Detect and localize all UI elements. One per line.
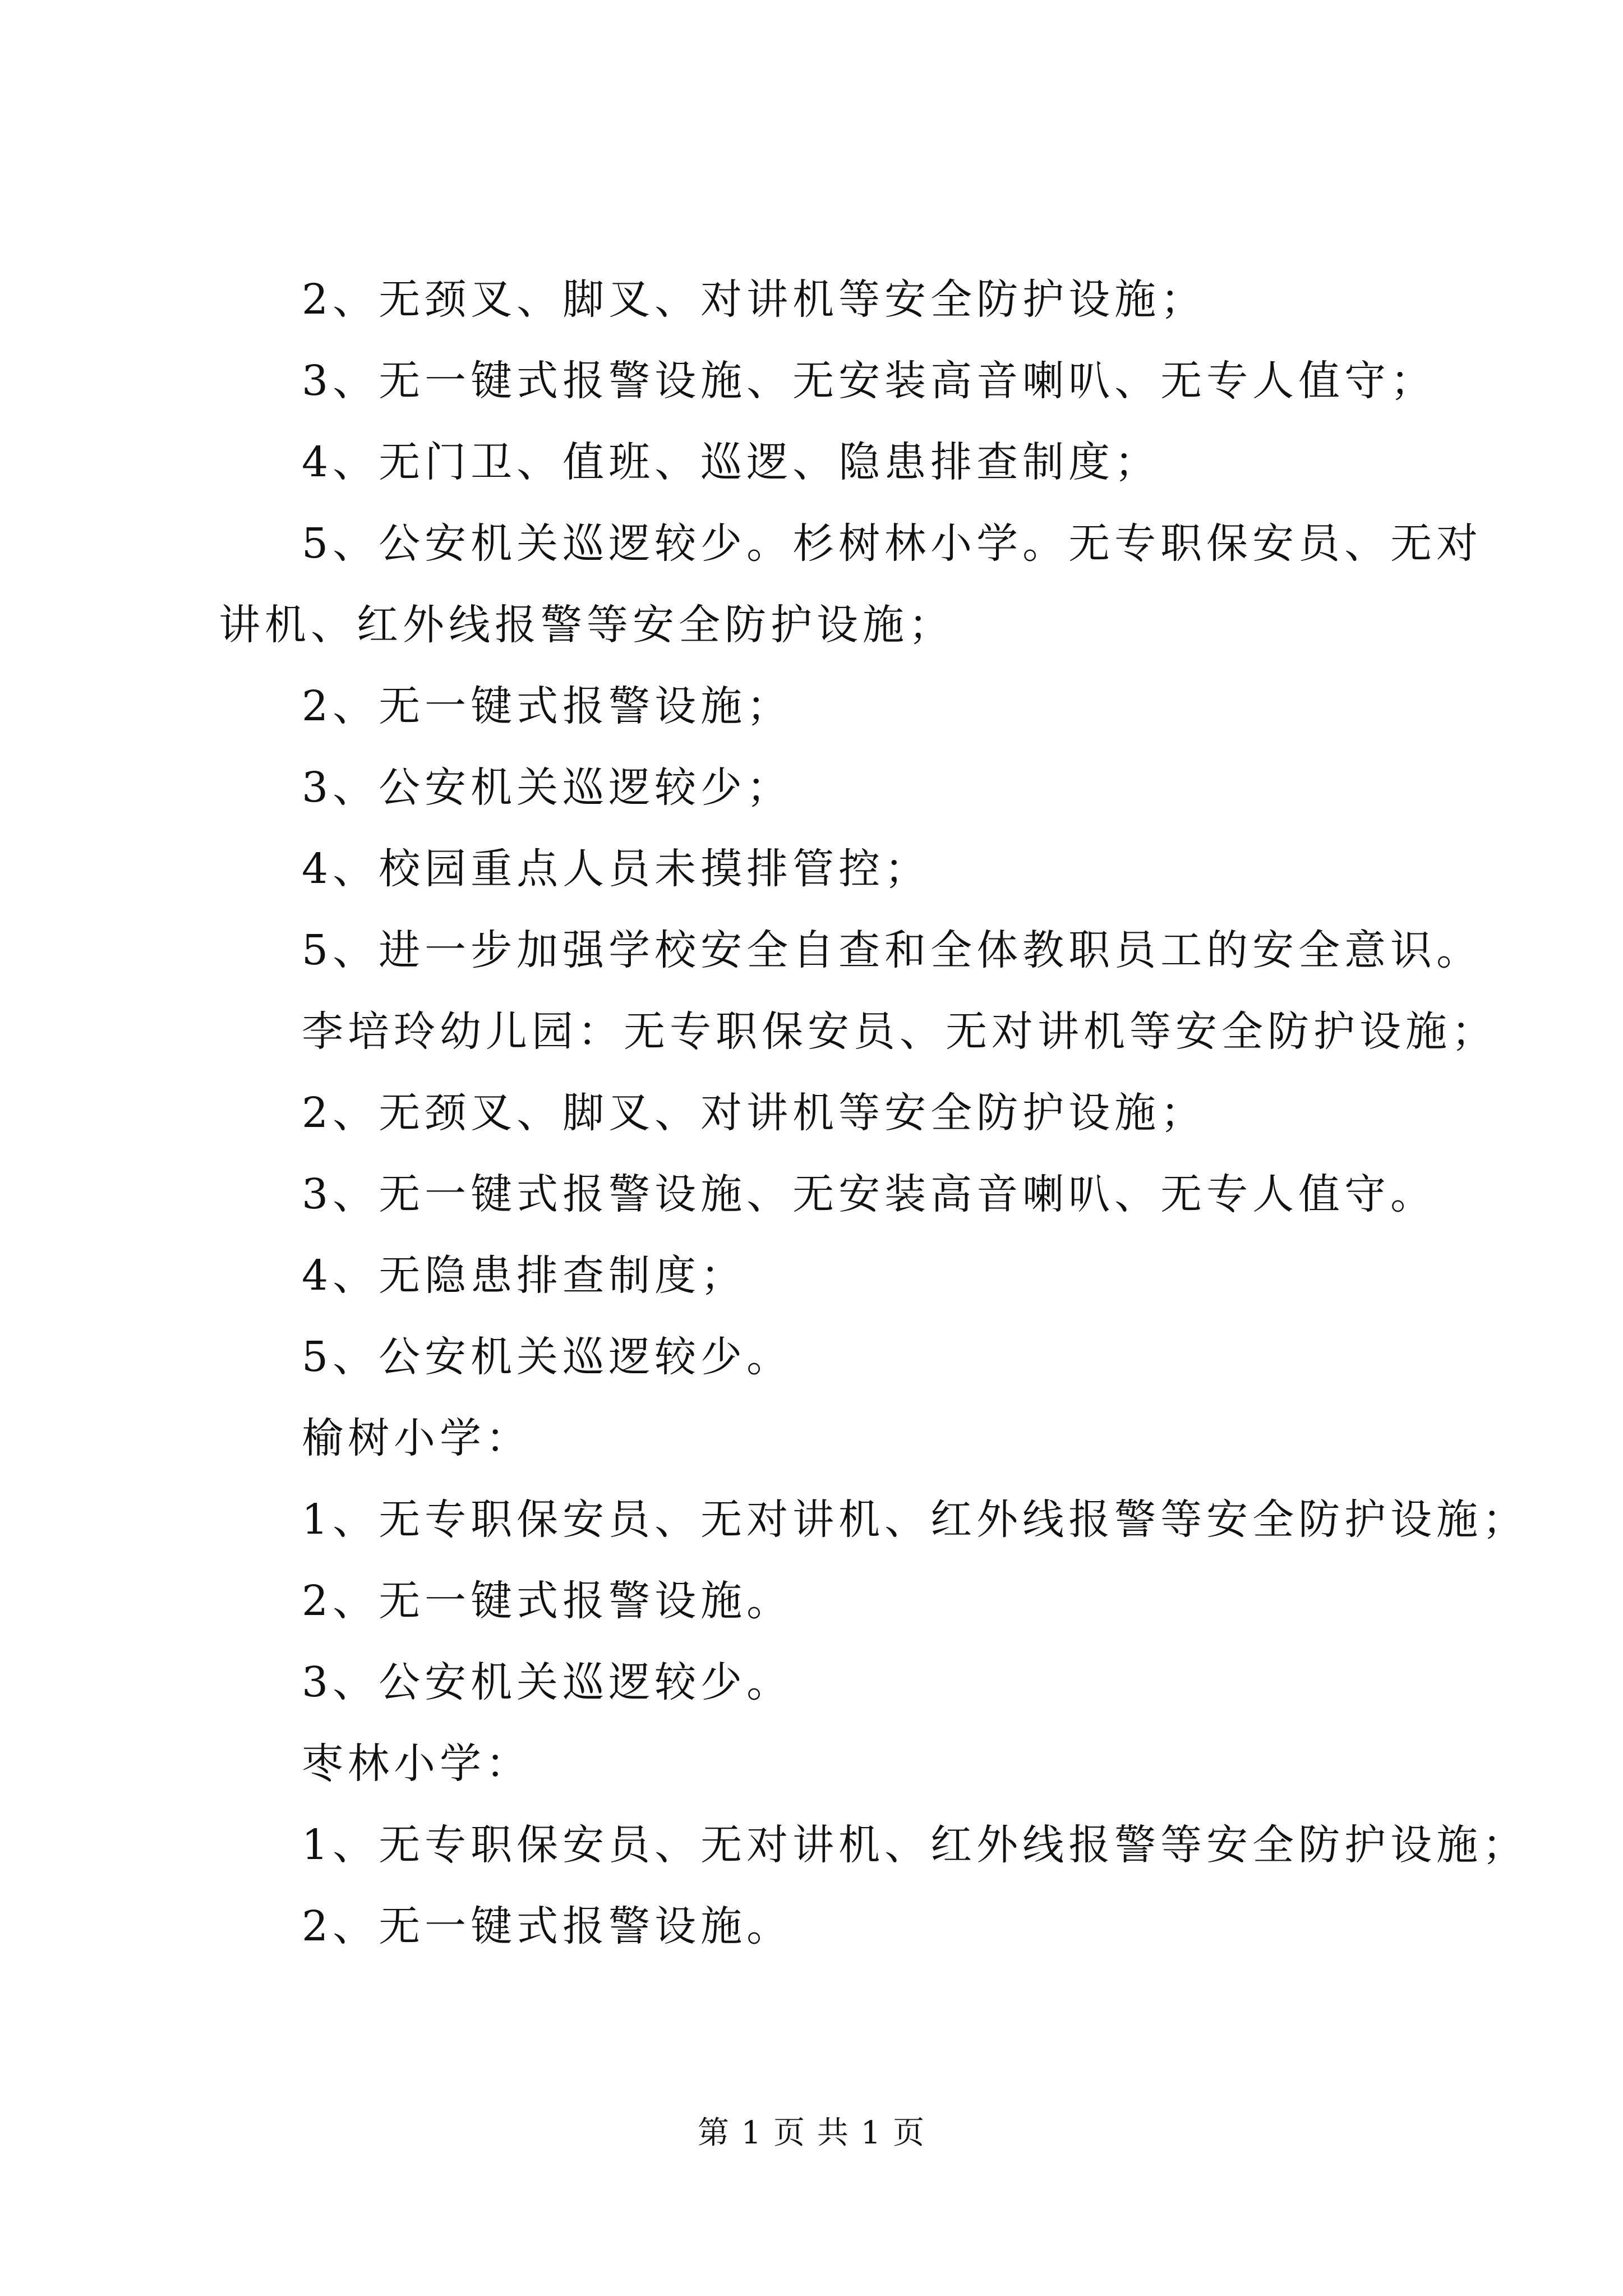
text-line-18: 3、公安机关巡逻较少。 [302, 1658, 793, 1706]
text-line-16: 1、无专职保安员、无对讲机、红外线报警等安全防护设施； [302, 1496, 1529, 1544]
text-line-8: 4、校园重点人员未摸排管控； [302, 845, 931, 893]
text-line-3: 4、无门卫、值班、巡逻、隐患排查制度； [302, 438, 1161, 486]
text-line-9: 5、进一步加强学校安全自查和全体教职员工的安全意识。 [302, 926, 1483, 974]
text-line-4: 5、公安机关巡逻较少。杉树林小学。无专职保安员、无对 [302, 519, 1483, 568]
text-line-5: 讲机、红外线报警等安全防护设施； [219, 601, 955, 649]
text-line-19: 枣林小学： [302, 1740, 532, 1788]
text-line-12: 3、无一键式报警设施、无安装高音喇叭、无专人值守。 [302, 1170, 1437, 1218]
text-line-1: 2、无颈叉、脚叉、对讲机等安全防护设施； [302, 275, 1207, 324]
text-line-20: 1、无专职保安员、无对讲机、红外线报警等安全防护设施； [302, 1821, 1529, 1869]
document-body [219, 259, 1529, 1967]
text-line-15: 榆树小学： [302, 1414, 532, 1462]
text-line-7: 3、公安机关巡逻较少； [302, 763, 793, 812]
text-line-11: 2、无颈叉、脚叉、对讲机等安全防护设施； [302, 1089, 1207, 1137]
text-line-13: 4、无隐患排查制度； [302, 1251, 747, 1300]
text-line-17: 2、无一键式报警设施。 [302, 1577, 793, 1625]
text-line-14: 5、公安机关巡逻较少。 [302, 1333, 793, 1381]
text-line-21: 2、无一键式报警设施。 [302, 1902, 793, 1950]
text-line-10: 李培玲幼儿园：无专职保安员、无对讲机等安全防护设施； [302, 1007, 1497, 1056]
page-footer: 第 1 页 共 1 页 [697, 2115, 926, 2151]
text-line-2: 3、无一键式报警设施、无安装高音喇叭、无专人值守； [302, 357, 1437, 405]
text-line-6: 2、无一键式报警设施； [302, 682, 793, 730]
